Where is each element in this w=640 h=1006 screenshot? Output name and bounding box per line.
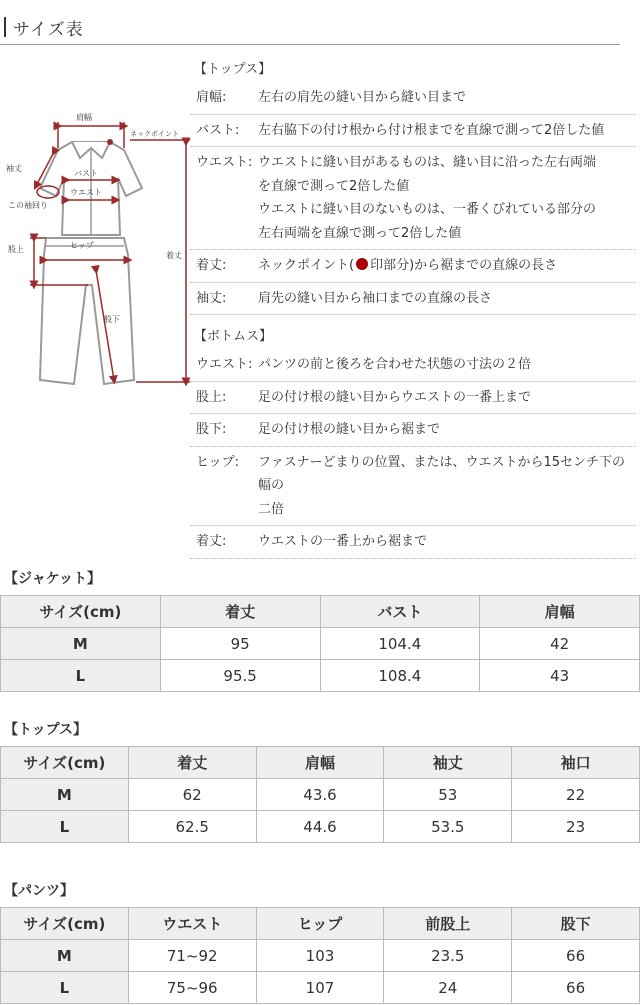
table-cell: 23 [512,811,640,843]
desc-line: 二倍 [258,501,285,517]
table-cell: 108.4 [320,660,480,692]
desc-line: パンツの前と後ろを合わせた状態の寸法の２倍 [258,357,532,372]
table-row [1,940,640,972]
table-cell: 24 [384,972,512,1004]
neck-point-marker [107,139,113,145]
tops-heading: 【トップス】 [194,62,272,77]
desc-text [258,353,636,377]
table-cell: 62 [128,779,256,811]
desc-text [258,386,636,410]
desc-label: 股上: [196,389,227,405]
size-label-cell: L [1,660,161,692]
label-sode-mawari: この袖回り [8,201,48,210]
size-table-title: 【トップス】 [4,722,88,738]
desc-row [190,382,636,415]
table-cell: 71~92 [128,940,256,972]
column-header: ウエスト [128,908,256,940]
table-cell: 53.5 [384,811,512,843]
desc-line: ファスナーどまりの位置、または、ウエストから15センチ下の幅の [258,454,626,493]
desc-line [258,254,636,278]
size-label-cell: M [1,628,161,660]
table-row [1,779,640,811]
label-bust: バスト [74,169,98,178]
desc-text [258,119,636,143]
label-matagami: 股上 [8,245,24,254]
table-cell: 75~96 [128,972,256,1004]
label-neck-point: ネックポイント [130,130,179,138]
column-header: サイズ(cm) [1,908,129,940]
desc-line: 足の付け根の縫い目から裾まで [258,422,441,437]
size-table [0,746,640,843]
page-header [0,10,620,45]
size-label-cell: L [1,972,129,1004]
table-cell: 53 [384,779,512,811]
label-sodetake: 袖丈 [6,164,22,173]
desc-text [258,254,636,278]
label-katahaba: 肩幅 [76,113,92,122]
column-header: ヒップ [256,908,384,940]
desc-label: ウエスト: [196,155,253,170]
column-header: 袖口 [512,747,640,779]
desc-label: 着丈: [196,534,227,549]
desc-text [258,418,636,442]
desc-row [190,115,636,148]
table-cell: 104.4 [320,628,480,660]
desc-line: 左右の肩先の縫い目から縫い目まで [258,90,467,105]
column-header: 袖丈 [384,747,512,779]
table-cell: 44.6 [256,811,384,843]
table-cell: 103 [256,940,384,972]
desc-line-post: 印部分)から裾までの直線の長さ [370,258,558,273]
table-cell: 43.6 [256,779,384,811]
desc-text [258,287,636,311]
desc-line: を直線で測って2倍した値 [258,178,410,194]
table-cell: 95.5 [160,660,320,692]
size-label-cell: M [1,779,129,811]
size-diagram [0,100,196,400]
desc-row [190,349,636,382]
table-cell: 62.5 [128,811,256,843]
desc-line: 足の付け根の縫い目からウエストの一番上まで [258,389,532,405]
table-header-row [1,908,640,940]
neck-point-dot-icon [356,258,368,270]
desc-label: ウエスト: [196,357,253,372]
table-cell: 107 [256,972,384,1004]
label-waist: ウエスト [70,188,102,197]
column-header: サイズ(cm) [1,747,129,779]
table-cell: 95 [160,628,320,660]
desc-text [258,86,636,110]
desc-row [190,447,636,527]
page-title: サイズ表 [13,20,84,40]
desc-line: 左右脇下の付け根から付け根までを直線で測って2倍した値 [258,122,605,138]
table-row [1,628,640,660]
desc-row [190,414,636,447]
table-row [1,660,640,692]
desc-row [190,82,636,115]
size-table [0,907,640,1004]
table-cell: 43 [480,660,640,692]
table-cell: 66 [512,972,640,1004]
column-header: サイズ(cm) [1,596,161,628]
label-hip: ヒップ [70,241,94,250]
table-header-row [1,596,640,628]
desc-label: 袖丈: [196,290,227,306]
table-cell: 23.5 [384,940,512,972]
desc-row [190,250,636,283]
table-cell: 66 [512,940,640,972]
label-matashita: 股下 [104,315,120,324]
column-header: バスト [320,596,480,628]
desc-line: 肩先の縫い目から袖口までの直線の長さ [258,290,493,306]
size-table-title: 【パンツ】 [4,883,74,899]
size-label-cell: L [1,811,129,843]
desc-text [258,530,636,554]
desc-line: ウエストに縫い目があるものは、縫い目に沿った左右両端 [258,155,597,170]
size-table-title: 【ジャケット】 [4,571,102,587]
title-bar [4,17,6,37]
column-header: 肩幅 [480,596,640,628]
desc-label: 肩幅: [196,90,227,105]
desc-text [258,151,636,245]
desc-row [190,283,636,316]
desc-line-pre: ネックポイント( [258,258,355,273]
column-header: 着丈 [128,747,256,779]
bottoms-heading: 【ボトムス】 [194,329,273,344]
table-header-row [1,747,640,779]
desc-row [190,147,636,250]
desc-line: ウエストの一番上から裾まで [258,534,428,549]
desc-label: ヒップ: [196,454,239,470]
table-cell: 22 [512,779,640,811]
desc-line: ウエストに縫い目のないものは、一番くびれている部分の [258,202,597,217]
desc-text [258,451,636,522]
column-header: 前股上 [384,908,512,940]
table-row [1,811,640,843]
table-cell: 42 [480,628,640,660]
desc-line: 左右両端を直線で測って2倍した値 [258,225,462,241]
label-kitake: 着丈 [166,251,182,260]
measurement-descriptions [190,58,636,559]
desc-label: バスト: [196,122,240,138]
column-header: 肩幅 [256,747,384,779]
column-header: 着丈 [160,596,320,628]
column-header: 股下 [512,908,640,940]
desc-label: 着丈: [196,258,227,273]
desc-label: 股下: [196,422,227,437]
desc-row [190,526,636,559]
size-label-cell: M [1,940,129,972]
table-row [1,972,640,1004]
size-table [0,595,640,692]
